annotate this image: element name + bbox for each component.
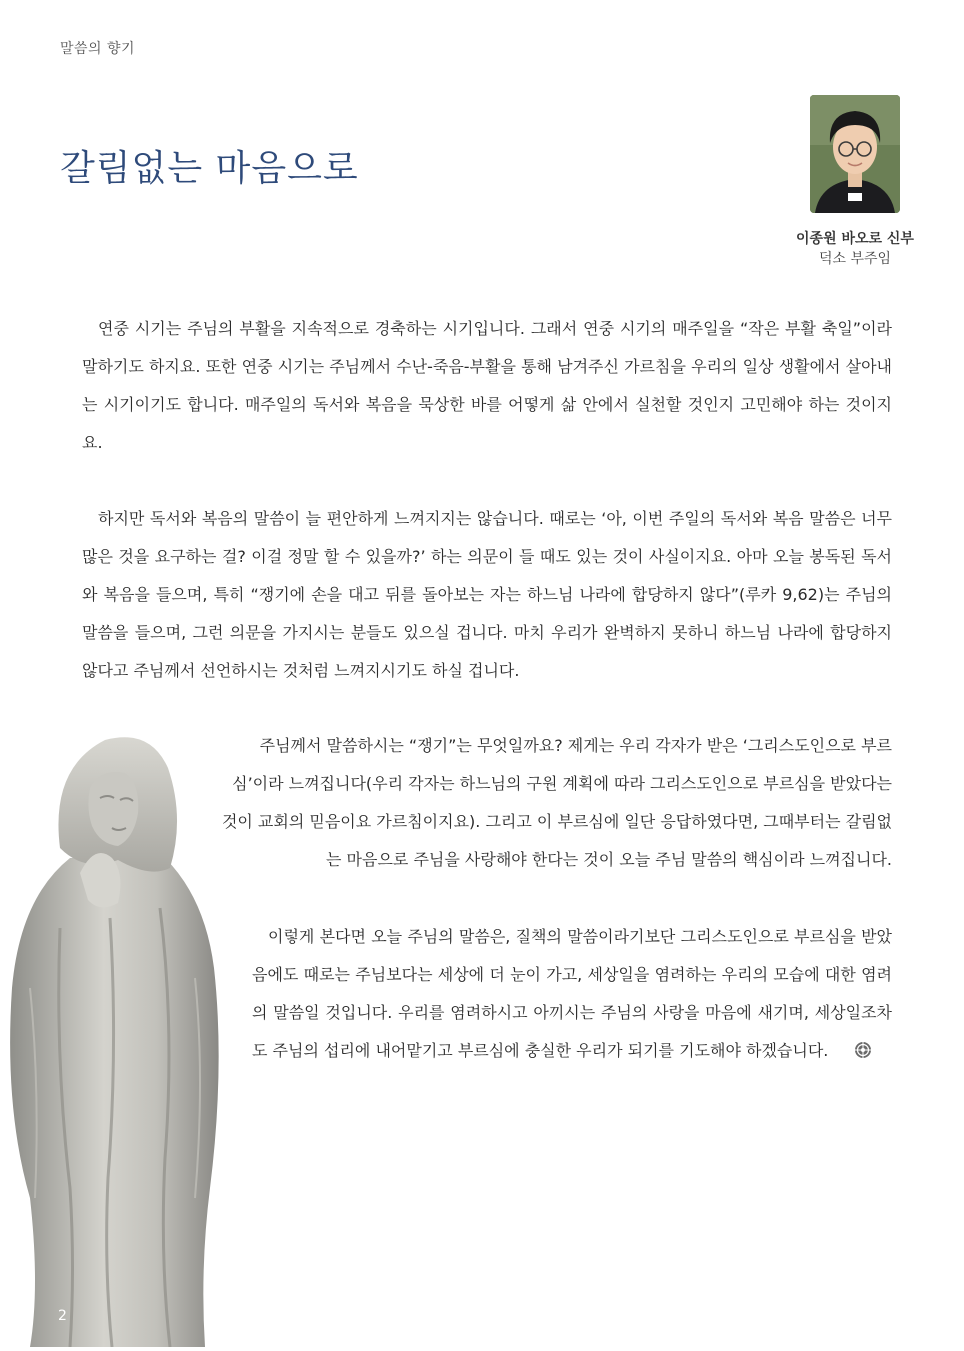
praying-statue-image (0, 728, 230, 1347)
author-name: 이종원 바오로 신부 (796, 231, 914, 247)
section-label: 말씀의 향기 (60, 41, 136, 57)
paragraph-1: 연중 시기는 주님의 부활을 지속적으로 경축하는 시기입니다. 그래서 연중 시기의 매주일을 “작은 부활 축일”이라 말하기도 하지요. 또한 연중 시기는 주님께서 수난-죽음-부활을 통해 남겨주신 가르침을 우리의 일상 생활에서 살아내는 시기이기도 합니다. 매주일의 독서와 복음을 묵상한 바를 어떻게 삶 안에서 실천할 것인지 고민해야 하는 것이지요. (82, 319, 892, 452)
statue-icon (0, 728, 230, 1347)
end-mark-icon (838, 1035, 856, 1053)
article-title: 갈림없는 마음으로 (60, 148, 359, 189)
author-role: 덕소 부주임 (818, 251, 892, 267)
author-portrait-icon (810, 95, 900, 213)
paragraph-2: 하지만 독서와 복음의 말씀이 늘 편안하게 느껴지지는 않습니다. 때로는 ‘아, 이번 주일의 독서와 복음 말씀은 너무 많은 것을 요구하는 걸? 이걸 정말 할 수 있을까?’ 하는 의문이 들 때도 있는 것이 사실이지요. 아마 오늘 봉독된 독서와 복음을 들으며, 특히 “쟁기에 손을 대고 뒤를 돌아보는 자는 하느님 나라에 합당하지 않다”(루카 9,62)는 주님의 말씀을 들으며, 그런 의문을 가지시는 분들도 있으실 겁니다. 마치 우리가 완벽하지 못하니 하느님 나라에 합당하지 않다고 주님께서 선언하시는 것처럼 느껴지시기도 하실 겁니다. (82, 509, 892, 680)
author-photo (810, 95, 900, 213)
paragraph-3: 주님께서 말씀하시는 “쟁기”는 무엇일까요? 제게는 우리 각자가 받은 ‘그리스도인으로 부르심’이라 느껴집니다(우리 각자는 하느님의 구원 계획에 따라 그리스도인으로 부르심을 받았다는 것이 교회의 믿음이요 가르침이지요). 그리고 이 부르심에 일단 응답하였다면, 그때부터는 갈림없는 마음으로 주님을 사랑해야 한다는 것이 오늘 주님 말씀의 핵심이라 느껴집니다. (221, 736, 892, 869)
paragraph-4 (252, 918, 892, 1070)
paragraph-4-text: 이렇게 본다면 오늘 주님의 말씀은, 질책의 말씀이라기보단 그리스도인으로 부르심을 받았음에도 때로는 주님보다는 세상에 더 눈이 가고, 세상일을 염려하는 우리의 모습에 대한 염려의 말씀일 것입니다. 우리를 염려하시고 아끼시는 주님의 사랑을 마음에 새기며, 세상일조차도 주님의 섭리에 내어맡기고 부르심에 충실한 우리가 되기를 기도해야 하겠습니다. (252, 927, 892, 1060)
page-number: 2 (58, 1308, 67, 1324)
